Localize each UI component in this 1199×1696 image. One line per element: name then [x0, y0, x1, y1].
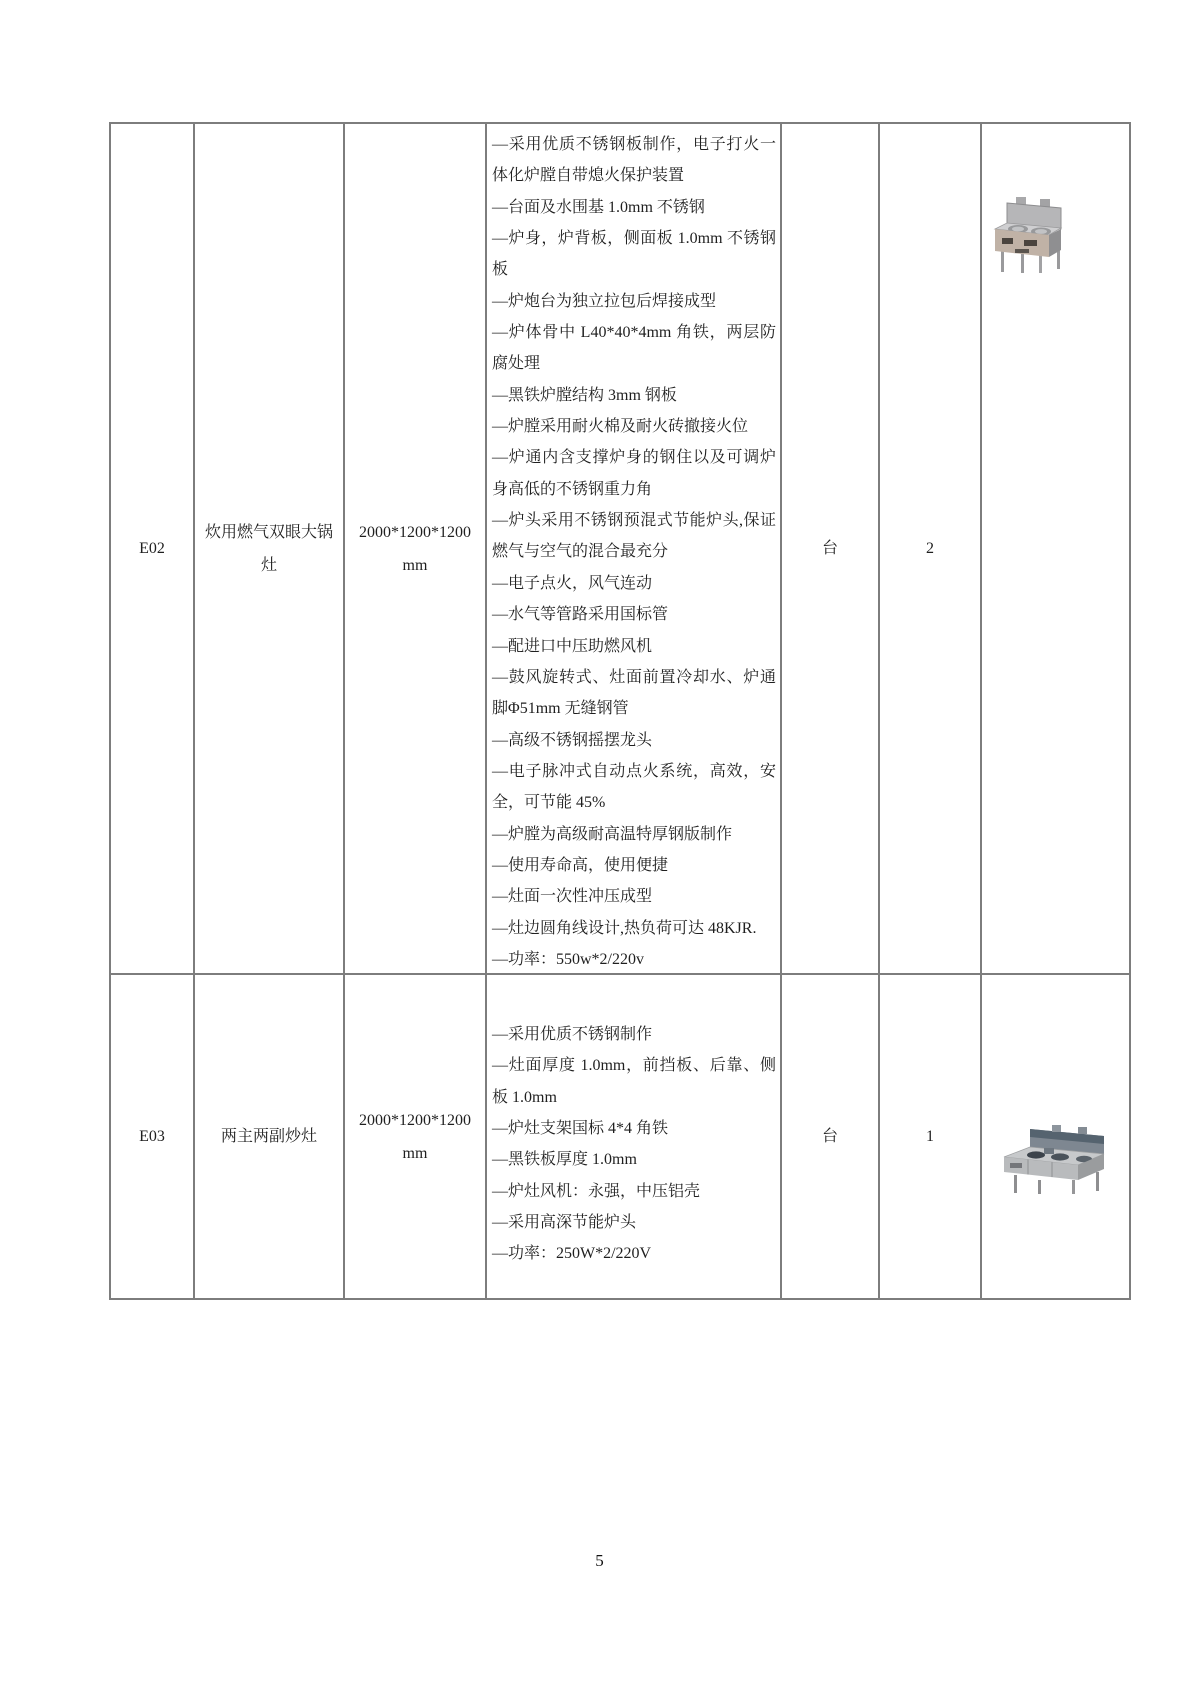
spec-line: —采用优质不锈钢制作: [492, 1026, 653, 1043]
item-name: 两主两副炒灶: [220, 1128, 317, 1145]
spec-line: —使用寿命高，使用便捷: [492, 856, 669, 874]
spec-line: —鼓风旋转式、灶面前置冷却水、炉通脚Φ51mm 无缝钢管: [492, 668, 776, 718]
spec-line: —黑铁炉膛结构 3mm 钢板: [492, 386, 677, 404]
spec-line: —电子脉冲式自动点火系统，高效，安全，可节能 45%: [492, 762, 776, 812]
cell-item-specs: [487, 124, 782, 975]
spec-line: —台面及水围基 1.0mm 不锈钢: [492, 198, 705, 216]
item-dimensions: 2000*1200*1200mm: [359, 523, 471, 574]
spec-line: —功率：550w*2/220v: [492, 950, 645, 968]
spec-line: —炉灶风机：永强，中压铝壳: [492, 1182, 701, 1200]
item-code: E02: [139, 540, 165, 557]
spec-line: —炉膛采用耐火棉及耐火砖撤接火位: [492, 418, 749, 436]
spec-line: —炉体骨中 L40*40*4mm 角铁，两层防腐处理: [492, 324, 776, 373]
cell-item-photo: [982, 975, 1131, 1300]
item-unit: 台: [821, 540, 838, 557]
spec-line: —炉身，炉背板，侧面板 1.0mm 不锈钢板: [492, 230, 776, 279]
cell-item-quantity: [880, 124, 982, 975]
equipment-spec-table: [109, 122, 1131, 1300]
wok-range-photo: [1000, 1117, 1112, 1195]
cell-item-code: [111, 975, 195, 1300]
spec-line: —炉头采用不锈钢预混式节能炉头,保证燃气与空气的混合最充分: [492, 512, 776, 561]
cell-item-unit: [782, 975, 880, 1300]
spec-line: —高级不锈钢摇摆龙头: [492, 731, 653, 749]
spec-line: —炉灶支架国标 4*4 角铁: [492, 1120, 669, 1138]
spec-line: —黑铁板厚度 1.0mm: [492, 1151, 637, 1169]
spec-line: —电子点火，风气连动: [492, 574, 653, 592]
spec-line: —灶面厚度 1.0mm，前挡板、后靠、侧板 1.0mm: [492, 1057, 776, 1106]
spec-line: —炉通内含支撑炉身的钢住以及可调炉身高低的不锈钢重力角: [492, 449, 776, 498]
spec-line: —配进口中压助燃风机: [492, 637, 653, 655]
cell-item-unit: [782, 124, 880, 975]
item-dimensions: 2000*1200*1200mm: [359, 1111, 471, 1162]
spec-line: —水气等管路采用国标管: [492, 606, 669, 624]
spec-line: —灶面一次性冲压成型: [492, 888, 653, 906]
spec-line: —炉膛为高级耐高温特厚钢版制作: [492, 825, 733, 843]
spec-line: —采用优质不锈钢板制作，电子打火一体化炉膛自带熄火保护装置: [492, 136, 776, 185]
spec-line: —灶边圆角线设计,热负荷可达 48KJR.: [492, 919, 757, 937]
spec-line: —功率：250W*2/220V: [492, 1245, 652, 1263]
item-code: E03: [139, 1128, 165, 1145]
item-quantity: 1: [926, 1128, 934, 1145]
cell-item-photo: [982, 124, 1131, 975]
cell-item-name: [195, 975, 345, 1300]
cell-item-name: [195, 124, 345, 975]
cell-item-code: [111, 124, 195, 975]
item-quantity: 2: [926, 540, 934, 557]
cell-item-specs: [487, 975, 782, 1300]
cell-item-quantity: [880, 975, 982, 1300]
page-number: 5: [595, 1551, 604, 1570]
cell-item-dimensions: [345, 975, 487, 1300]
stockpot-stove-photo: [991, 193, 1069, 275]
item-name: 炊用燃气双眼大锅灶: [205, 523, 334, 574]
spec-line: —炉炮台为独立拉包后焊接成型: [492, 292, 717, 310]
cell-item-dimensions: [345, 124, 487, 975]
spec-line: —采用高深节能炉头: [492, 1214, 637, 1232]
item-unit: 台: [821, 1128, 838, 1145]
